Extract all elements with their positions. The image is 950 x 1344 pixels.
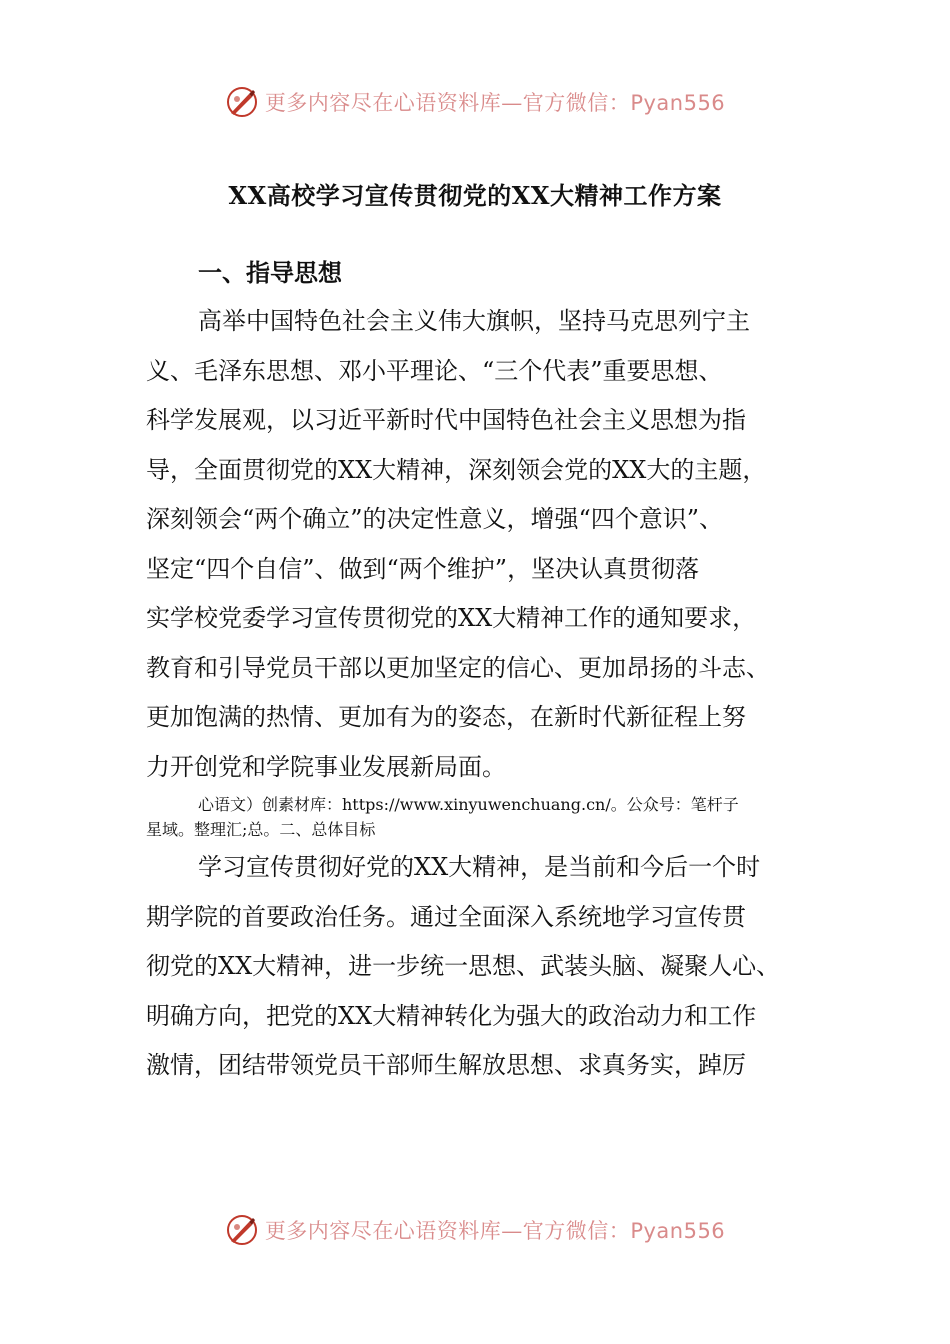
section1-paragraph [146, 297, 818, 792]
paragraph-line: 科学发展观，以习近平新时代中国特色社会主义思想为指 [146, 406, 746, 434]
section1-heading: 一、指导思想 [198, 258, 342, 287]
pen-logo-icon [225, 85, 259, 119]
paragraph-line: 高举中国特色社会主义伟大旗帜，坚持马克思列宁主 [198, 307, 750, 335]
footer-wechat-id: Pyan556 [630, 1219, 726, 1243]
paragraph-line: 教育和引导党员干部以更加坚定的信心、更加昂扬的斗志、 [146, 653, 770, 682]
paragraph-line: 导，全面贯彻党的XX大精神，深刻领会党的XX大的主题， [146, 455, 767, 484]
header-wechat-id: Pyan556 [630, 91, 726, 115]
paragraph-line: 深刻领会“两个确立”的决定性意义，增强“四个意识”、 [146, 505, 724, 533]
paragraph-line: 明确方向，把党的XX大精神转化为强大的政治动力和工作 [146, 1001, 757, 1030]
paragraph-line: 义、毛泽东思想、邓小平理论、“三个代表”重要思想、 [146, 356, 723, 385]
paragraph-line: 学习宣传贯彻好党的XX大精神，是当前和今后一个时 [198, 853, 761, 881]
inline-note-line: 心语文）创素材库：https://www.xinyuwenchuang.cn/。公众号：笔杆子 [198, 795, 739, 814]
paragraph-line: 激情，团结带领党员干部师生解放思想、求真务实，踔厉 [146, 1051, 746, 1079]
footer-banner-text: 更多内容尽在心语资料库—官方微信：Pyan556 [264, 1219, 726, 1243]
paragraph-line: 坚定“四个自信”、做到“两个维护”，坚决认真贯彻落 [146, 554, 700, 583]
pen-logo-icon [225, 1213, 259, 1247]
paragraph-line: 期学院的首要政治任务。通过全面深入系统地学习宣传贯 [146, 902, 746, 931]
paragraph-line: 更加饱满的热情、更加有为的姿态，在新时代新征程上努 [146, 703, 746, 731]
paragraph-line: 彻党的XX大精神，进一步统一思想、武装头脑、凝聚人心、 [146, 952, 781, 980]
inline-note [146, 792, 826, 842]
document-title: XX高校学习宣传贯彻党的XX大精神工作方案 [228, 181, 722, 210]
paragraph-line: 实学校党委学习宣传贯彻党的XX大精神工作的通知要求， [146, 604, 757, 632]
header-banner [0, 80, 950, 124]
header-banner-text: 更多内容尽在心语资料库—官方微信：Pyan556 [264, 91, 726, 115]
section2-paragraph [146, 843, 818, 1091]
inline-note-line: 星域。整理汇;总。二、总体目标 [146, 820, 376, 839]
footer-banner [0, 1208, 950, 1252]
paragraph-line: 力开创党和学院事业发展新局面。 [146, 752, 506, 781]
